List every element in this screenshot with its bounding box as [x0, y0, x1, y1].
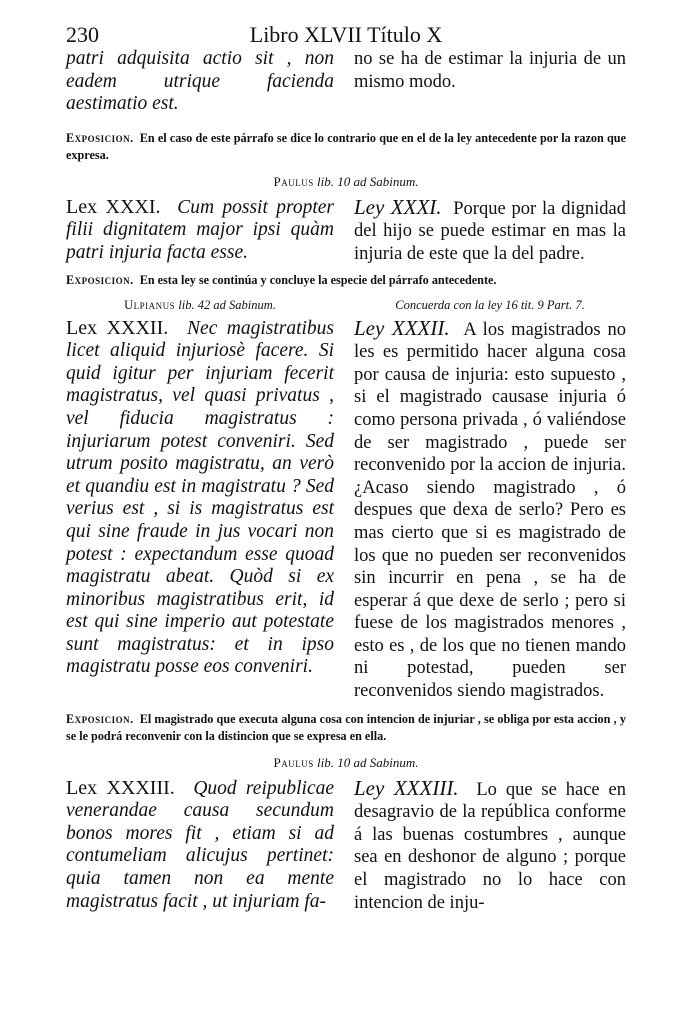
- lex-32-latin-text: Nec magistratibus licet aliquid injuriosè facere. Si quid igitur per injuriam fecerit magistratus, vel quasi privatus , vel fiducia magistratus : injuriarum potest conveniri. Sed utrum posito magistratu, an verò et quandiu est in magistratu ? Sed verius est , si is magistratus est qui sine fraude in jus vocari non potest : expectandum esse quoad magistratu abeat. Quòd si ex minoribus magistratibus erit, id est qui sine imperio aut potestate sunt magistratus: et in ipso magistratu posse eos conveniri.: [66, 317, 334, 678]
- lex-31-latin: [66, 196, 334, 266]
- exposicion-label: Exposicion.: [66, 130, 134, 145]
- lex-33-spanish: [354, 777, 626, 915]
- exposicion-3: [66, 711, 626, 745]
- lex-31-row: [66, 196, 626, 266]
- lex-33-latin-heading: Lex XXXIII.: [66, 776, 175, 799]
- book-page: [66, 14, 626, 914]
- page-header: [66, 14, 626, 48]
- lex-32-spanish-heading: Ley XXXII.: [354, 315, 450, 340]
- lex-33-spanish-text: Lo que se hace en desagravio de la república conforme á las buenas costumbres , aunque sea en deshonor de alguno ; porque el magistrado no lo hace con intencion de inju-: [354, 779, 626, 913]
- source-ref: lib. 10 ad Sabinum.: [317, 173, 419, 189]
- lex-32-latin: [66, 317, 334, 703]
- exposicion-1: [66, 130, 626, 164]
- concordance-note: Concuerda con la ley 16 tit. 9 Part. 7.: [395, 297, 585, 312]
- source-citation-2: [66, 298, 626, 313]
- lex-33-row: [66, 777, 626, 915]
- source-author: Ulpianus: [124, 297, 176, 312]
- exposicion-label: Exposicion.: [66, 272, 134, 287]
- lex-31-spanish-text: Porque por la dignidad del hijo se puede estimar en mas la injuria de este que la del padre.: [354, 198, 626, 264]
- lex-33-spanish-heading: Ley XXXIII.: [354, 775, 459, 800]
- exposicion-text: En el caso de este párrafo se dice lo contrario que en el de la ley antecedente por la razon que expresa.: [66, 130, 626, 162]
- lex-32-latin-heading: Lex XXXII.: [66, 316, 169, 339]
- lex-32-spanish: [354, 317, 626, 703]
- source-author: Paulus: [273, 173, 314, 189]
- lex-31-latin-heading: Lex XXXI.: [66, 195, 161, 218]
- continuation-row: [66, 48, 626, 116]
- page-number: 230: [66, 22, 99, 47]
- source-author: Paulus: [273, 754, 314, 770]
- source-ref: lib. 42 ad Sabinum.: [178, 297, 276, 312]
- lex-33-latin-text: Quod reipublicae venerandae causa secundum bonos mores fit , etiam si ad contumeliam alicujus pertinet: quia tamen non ea mente magistratus facit , ut injuriam fa-: [66, 777, 335, 912]
- source-ref: lib. 10 ad Sabinum.: [317, 754, 419, 770]
- exposicion-label: Exposicion.: [66, 711, 134, 726]
- lex-33-latin: [66, 777, 334, 915]
- running-title: Libro XLVII Título X: [249, 22, 443, 47]
- exposicion-text: El magistrado que executa alguna cosa con intencion de injuriar , se obliga por esta accion , y se le podrá reconvenir con la distincion que se expresa en ella.: [66, 711, 626, 743]
- exposicion-text: En esta ley se continúa y concluye la especie del párrafo antecedente.: [139, 272, 497, 287]
- lex-32-spanish-text: A los magistrados no les es permitido hacer alguna cosa por causa de injuria: esto supuesto , si el magistrado causase injuria ó como persona privada , ó valiéndose de ser magistrado , puede ser reconvenido por la accion de injuria. ¿Acaso siendo magistrado , ó despues que dexa de serlo? Pero es mas cierto que si es magistrado de los que no pueden ser reconvenidos sin incurrir en pena , se ha de esperar á que dexe de serlo ; pero si fuese de los magistrados menores , esto es , de los que no tienen mando ni potestad, pueden ser reconvenidos siendo magistrados.: [354, 319, 626, 702]
- lex-32-row: [66, 317, 626, 703]
- lex-31-latin-text: Cum possit propter filii dignitatem major ipsi quàm patri injuria facta esse.: [66, 196, 334, 263]
- lex-31-spanish: [354, 196, 626, 266]
- source-citation-3: [66, 755, 626, 771]
- exposicion-2: [66, 272, 626, 289]
- latin-continuation: patri adquisita actio sit , non eadem utrique facienda aestimatio est.: [66, 48, 334, 115]
- source-left: [66, 298, 334, 313]
- lex-31-spanish-heading: Ley XXXI.: [354, 194, 442, 219]
- source-citation-1: [66, 174, 626, 190]
- spanish-continuation: no se ha de estimar la injuria de un mismo modo.: [354, 49, 626, 92]
